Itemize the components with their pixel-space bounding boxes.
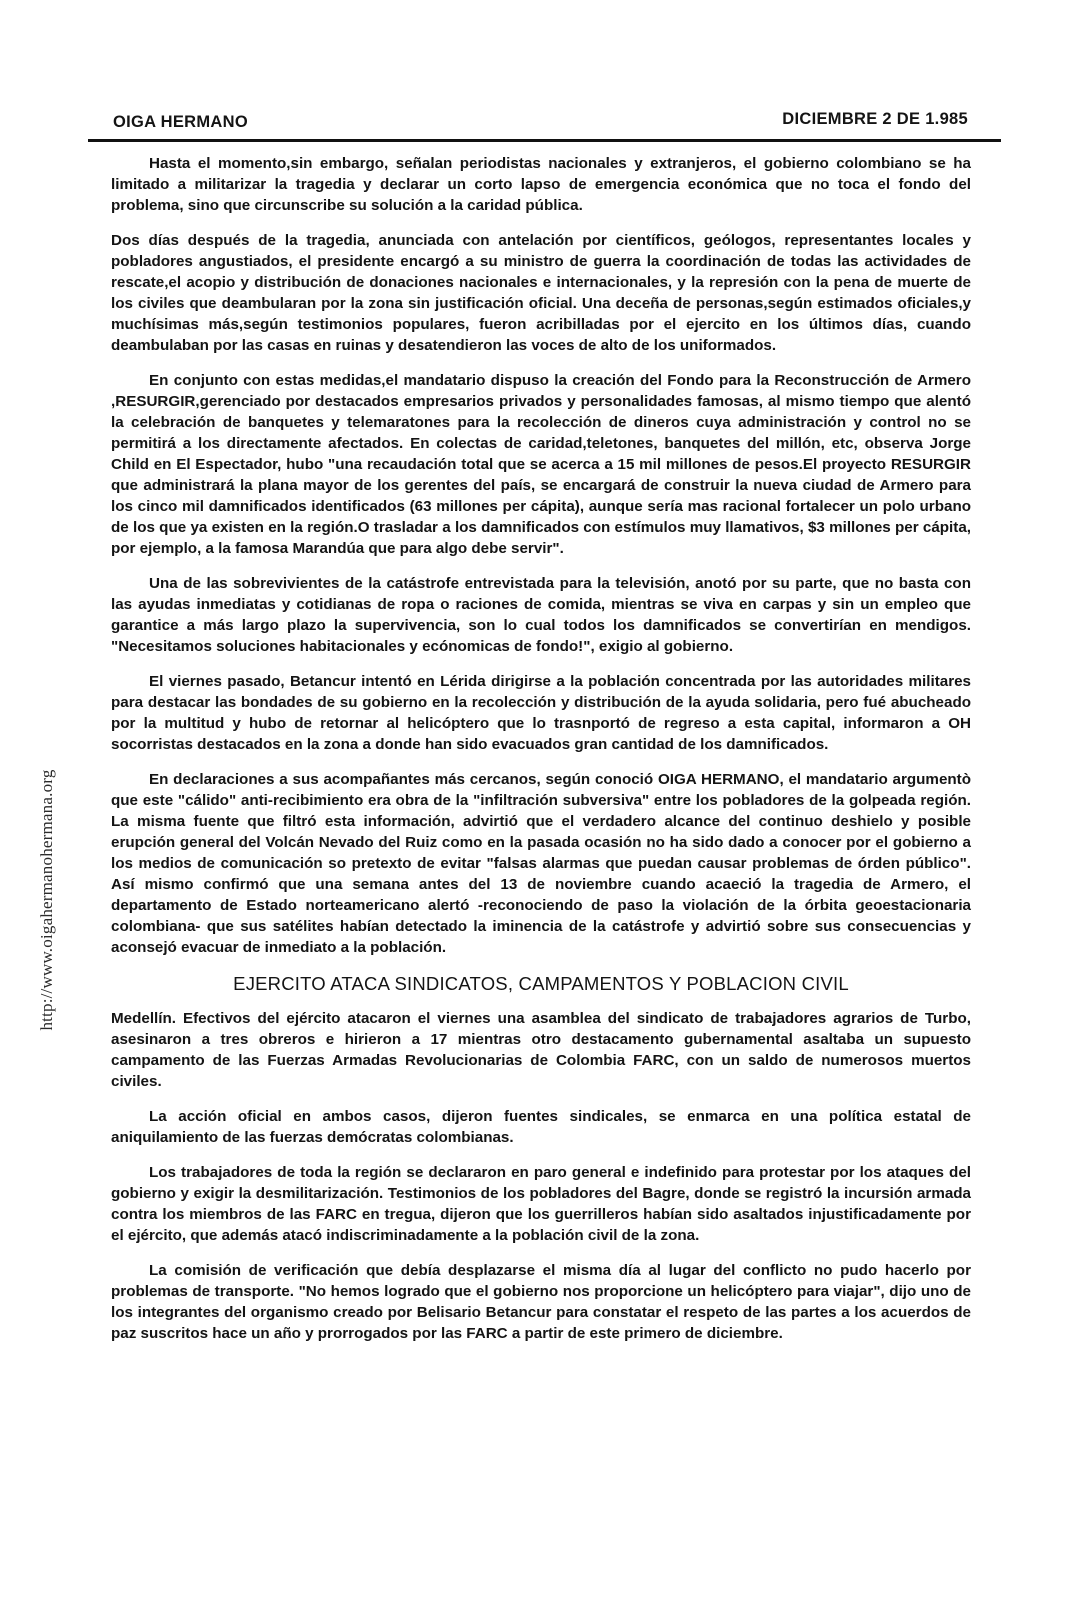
page-body <box>111 153 971 1358</box>
publication-name: OIGA HERMANO <box>113 113 248 131</box>
article-paragraph: Dos días después de la tragedia, anunciada con antelación por científicos, geólogos, representantes locales y pobladores angustiados, el presidente encargó a su ministro de guerra la coordinación de todas las actividades de rescate,el acopio y distribución de donaciones nacionales e internacionales, y la represión con la pena de muerte de los civiles que deambularan por la zona sin justificación oficial. Una deceña de personas,según estimados oficiales,y muchísimas más,según testimonios populares, fueron acribilladas por el ejercito en los últimos días, cuando deambulaban por las casas en ruinas y desatendieron las voces de alto de los uniformados. <box>111 232 971 354</box>
watermark-url <box>34 720 60 1080</box>
section-paragraph: La comisión de verificación que debía desplazarse el misma día al lugar del conflicto no pudo hacerlo por problemas de transporte. "No hemos logrado que el gobierno nos proporcione un helicóptero para viajar", dijo uno de los integrantes del organismo creado por Belisario Betancur para constatar el respeto de las partes a los acuerdos de paz suscritos hace un año y prorrogados por las FARC a partir de este primero de diciembre. <box>111 1262 971 1342</box>
section-heading: EJERCITO ATACA SINDICATOS, CAMPAMENTOS Y POBLACION CIVIL <box>233 973 849 994</box>
article-paragraph: Una de las sobrevivientes de la catástrofe entrevistada para la televisión, anotó por su parte, que no basta con las ayudas inmediatas y cotidianas de ropa o raciones de comida, mientras se viva en carpas y sin un empleo que garantice a más largo plazo la supervivencia, son lo cual todos los damnificados se convertirían en mendigos. "Necesitamos soluciones habitacionales y ecónomicas de fondo!", exigio al gobierno. <box>111 575 971 655</box>
watermark-text: http://www.oigahermanohermana.org <box>37 769 56 1031</box>
masthead <box>110 110 970 135</box>
article-paragraph: Hasta el momento,sin embargo, señalan periodistas nacionales y extranjeros, el gobierno colombiano se ha limitado a militarizar la tragedia y declarar un corto lapso de emergencia económica que no toca el fondo del problema, sino que circunscribe su solución a la caridad pública. <box>111 155 971 214</box>
article-paragraph: En conjunto con estas medidas,el mandatario dispuso la creación del Fondo para la Reconstrucción de Armero ,RESURGIR,gerenciado por destacados empresarios privados y personalidades famosas, al mismo tiempo que alentó la celebración de banquetes y telemaratones para la recolección de dineros cuya administración y control no se permitirá a los directamente afectados. En colectas de caridad,teletones, banquetes del millón, etc, observa Jorge Child en El Espectador, hubo "una recaudación total que se acerca a 15 mil millones de pesos.El proyecto RESURGIR que administrará la plana mayor de los gerentes del país, se encargará de construir la nueva ciudad de Armero para los cinco mil damnificados identificados (63 millones per cápita), aunque sería mas racional fortalecer un polo urbano de los que ya existen en la región.O trasladar a los damnificados con estímulos muy llamativos, $3 millones per cápita, por ejemplo, a la famosa Marandúa que para algo debe servir". <box>111 372 971 557</box>
issue-date: DICIEMBRE 2 DE 1.985 <box>782 110 968 128</box>
section-paragraph: Medellín. Efectivos del ejército atacaron el viernes una asamblea del sindicato de trabajadores agrarios de Turbo, asesinaron a tres obreros e hirieron a 17 mientras otro destacamento gubernamental asaltaba un supuesto campamento de las Fuerzas Armadas Revolucionarias de Colombia FARC, con un saldo de numerosos muertos civiles. <box>111 1010 971 1090</box>
section-paragraph: La acción oficial en ambos casos, dijeron fuentes sindicales, se enmarca en una política estatal de aniquilamiento de las fuerzas demócratas colombianas. <box>111 1108 971 1146</box>
article-paragraph: El viernes pasado, Betancur intentó en Lérida dirigirse a la población concentrada por las autoridades militares para destacar las bondades de su gobierno en la recolección y distribución de la ayuda solidaria, pero fué abucheado por la multitud y hubo de retornar al helicóptero que lo trasnportó de regreso a esta capital, informaron a OH socorristas destacados en la zona a donde han sido evacuados gran cantidad de los damnificados. <box>111 673 971 753</box>
section-paragraph: Los trabajadores de toda la región se declararon en paro general e indefinido para protestar por los ataques del gobierno y exigir la desmilitarización. Testimonios de los pobladores del Bagre, donde se registró la incursión armada contra los miembros de las FARC en tregua, dijeron que los guerrilleros habían sido asaltados injustificadamente por el ejército, que además atacó indiscriminadamente a la población civil de la zona. <box>111 1164 971 1244</box>
header-rule <box>88 139 1001 142</box>
article-paragraph: En declaraciones a sus acompañantes más cercanos, según conoció OIGA HERMANO, el mandatario argumentò que este "cálido" anti-recibimiento era obra de la "infiltración subversiva" entre los pobladores de la golpeada región. La misma fuente que filtró esta información, advirtió que el verdadero alcance del continuo deshielo y posible erupción general del Volcán Nevado del Ruiz como en la pasada ocasión no ha sido dado a conocer por el gobierno a los medios de comunicación so pretexto de evitar "falsas alarmas que puedan causar problemas de órden público". Así mismo confirmó que una semana antes del 13 de noviembre cuando acaeció la tragedia de Armero, el departamento de Estado norteamericano alertó -reconociendo de paso la violación de la órbita geoestacionaria colombiana- que sus satélites habían detectado la iminencia de la catástrofe y advirtió sobre sus consecuencias y aconsejó evacuar de inmediato a la población. <box>111 771 971 956</box>
